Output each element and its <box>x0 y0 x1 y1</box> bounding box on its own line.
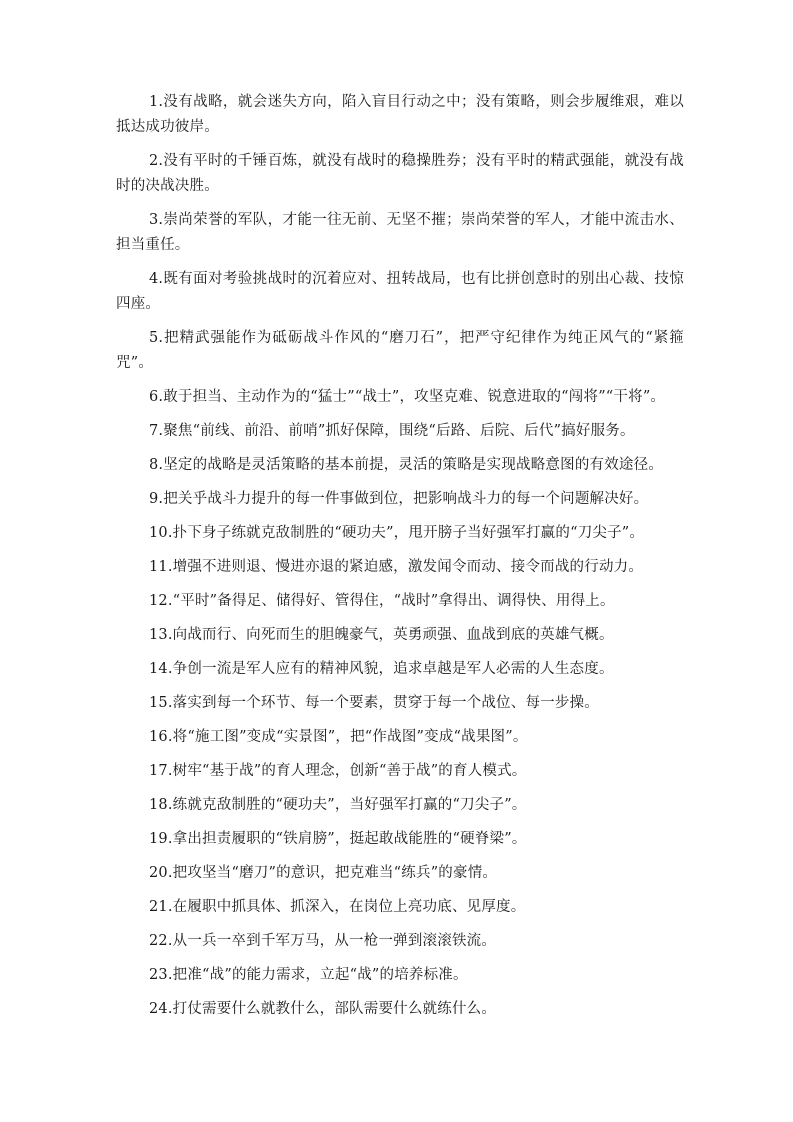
list-item: 14.争创一流是军人应有的精神风貌，追求卓越是军人必需的人生态度。 <box>149 661 614 677</box>
document-body <box>116 90 684 1031</box>
list-item: 9.把关乎战斗力提升的每一件事做到位，把影响战斗力的每一个问题解决好。 <box>149 491 649 507</box>
list-item: 12.“平时”备得足、储得好、管得住，“战时”拿得出、调得快、用得上。 <box>149 593 615 609</box>
list-item: 6.敢于担当、主动作为的“猛士”“战士”，攻坚克难、锐意进取的“闯将”“干将”。 <box>149 389 666 405</box>
list-item: 19.拿出担责履职的“铁肩膀”，挺起敢战能胜的“硬脊梁”。 <box>149 831 527 847</box>
list-item: 20.把攻坚当“磨刀”的意识，把克难当“练兵”的豪情。 <box>149 865 498 881</box>
list-item: 7.聚焦“前线、前沿、前哨”抓好保障，围绕“后路、后院、后代”搞好服务。 <box>149 423 635 439</box>
list-item: 1.没有战略，就会迷失方向，陷入盲目行动之中；没有策略，则会步履维艰，难以抵达成功彼岸。 <box>116 94 684 135</box>
list-item: 4.既有面对考验挑战时的沉着应对、扭转战局，也有比拼创意时的别出心裁、技惊四座。 <box>116 271 684 312</box>
list-item: 10.扑下身子练就克敌制胜的“硬功夫”，甩开膀子当好强军打赢的“刀尖子”。 <box>149 525 645 541</box>
list-item: 21.在履职中抓具体、抓深入，在岗位上亮功底、见厚度。 <box>149 899 526 915</box>
list-item: 3.崇尚荣誉的军队，才能一往无前、无坚不摧；崇尚荣誉的军人，才能中流击水、担当重任。 <box>116 212 684 253</box>
list-item: 17.树牢“基于战”的育人理念，创新“善于战”的育人模式。 <box>149 763 527 779</box>
list-item: 5.把精武强能作为砥砺战斗作风的“磨刀石”，把严守纪律作为纯正风气的“紧箍咒”。 <box>116 330 684 371</box>
list-item: 23.把准“战”的能力需求，立起“战”的培养标准。 <box>149 967 468 983</box>
list-item: 18.练就克敌制胜的“硬功夫”，当好强军打赢的“刀尖子”。 <box>149 797 527 813</box>
list-item: 2.没有平时的千锤百炼，就没有战时的稳操胜券；没有平时的精武强能，就没有战时的决战决胜。 <box>116 153 684 194</box>
list-item: 22.从一兵一卒到千军万马，从一枪一弹到滚滚铁流。 <box>149 933 497 949</box>
list-item: 15.落实到每一个环节、每一个要素，贯穿于每一个战位、每一步操。 <box>149 695 599 711</box>
list-item: 8.坚定的战略是灵活策略的基本前提，灵活的策略是实现战略意图的有效途径。 <box>149 457 664 473</box>
list-item: 11.增强不进则退、慢进亦退的紧迫感，激发闻令而动、接令而战的行动力。 <box>149 559 644 575</box>
list-item: 13.向战而行、向死而生的胆魄豪气，英勇顽强、血战到底的英雄气概。 <box>149 627 614 643</box>
list-item: 16.将“施工图”变成“实景图”，把“作战图”变成“战果图”。 <box>149 729 528 745</box>
list-item: 24.打仗需要什么就教什么，部队需要什么就练什么。 <box>149 1001 497 1017</box>
